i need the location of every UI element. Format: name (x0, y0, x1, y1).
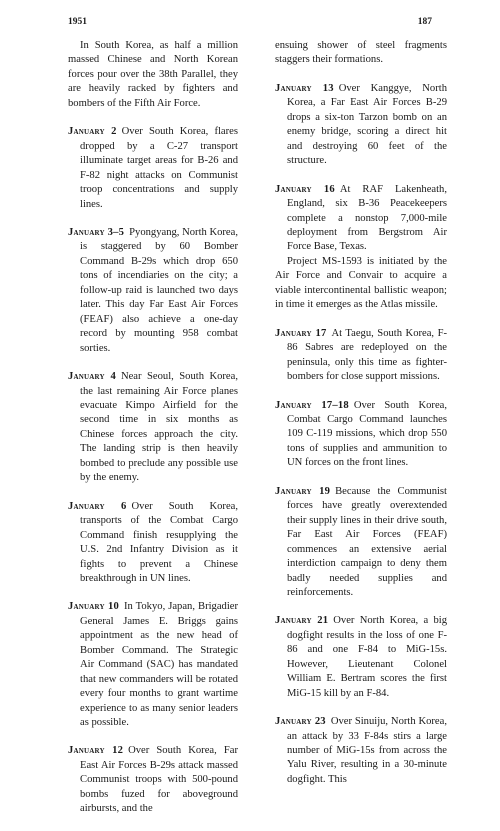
running-head (68, 17, 432, 31)
page-number: 187 (417, 17, 432, 27)
chronology-entry (68, 500, 238, 587)
entry-text: Over South Korea, transports of the Combat Cargo Command finish resupplying the U.S. 2nd Infantry Division as it fights to prevent a Chinese breakthrough in UN lines. (80, 500, 238, 584)
entry-text: In Tokyo, Japan, Brigadier General James E. Briggs gains appointment as the new head of Bomber Command. The Strategic Air Command (SAC) has mandated that new commanders will be rotated every four months to grant wartime experience to as many senior leaders as possible. (80, 601, 239, 729)
entry-text: Over North Korea, a big dogfight results in the loss of one F-86 and one F-84 to MiG-15s. However, Lieutenant Colonel William E. Bertram scores the first MiG-15 kill by an F-84. (287, 615, 447, 699)
continuation-paragraph: In South Korea, as half a million massed Chinese and North Korean forces pour over the 38th Parallel, they are heavily racked by fighters and bombers of the Fifth Air Force. (68, 40, 238, 109)
entry-text: At Taegu, South Korea, F-86 Sabres are redeployed on the peninsula, only this time as fighter-bombers for close support missions. (287, 327, 448, 383)
chronology-entry (275, 183, 447, 255)
entry-date: January 2 (68, 126, 117, 138)
entry-date: January 23 (275, 716, 326, 728)
chronology-entry (68, 125, 238, 212)
entry-text: Over Kanggye, North Korea, a Far East Air Forces B-29 drops a six-ton Tarzon bomb on an enemy bridge, scoring a direct hit and destroying 60 feet of the structure. (287, 82, 447, 167)
chronology-entry (68, 226, 238, 356)
chronology-entry (275, 82, 447, 169)
entry-text: Because the Communist forces have greatly overextended their supply lines in their drive south, Far East Air Forces (FEAF) commences an extensive aerial interdiction campaign to deny them badly needed supplies and reinforcements. (287, 485, 447, 598)
chronology-entry (275, 485, 447, 601)
entry-text: Over South Korea, flares dropped by a C-27 transport illuminate target areas for B-26 and F-82 night attacks on Communist troop concentrations and supply lines. (80, 126, 238, 210)
entry-date: January 13 (275, 82, 334, 94)
chronology-entry (275, 614, 447, 701)
entry-date: January 10 (68, 601, 119, 613)
entry-date: January 16 (275, 183, 335, 195)
chronology-entry (68, 744, 238, 816)
entry-text: Over South Korea, Far East Air Forces B-29s attack massed Communist troops with 500-pound bombs fuzed for aboveground airbursts, and the (80, 745, 238, 815)
entry-date: January 17–18 (275, 399, 349, 411)
entry-text: At RAF Lakenheath, England, six B-36 Peacekeepers complete a nonstop 7,000-mile deployment from Bergstrom Air Force Base, Texas. (287, 183, 448, 253)
entry-text: Pyongyang, North Korea, is staggered by 60 Bomber Command B-29s which drop 650 tons of incendiaries on the city; a follow-up raid is launched two days later. This day Far East Air Forces (FEAF) also achieve a one-day record by mounting 958 combat sorties. (80, 226, 238, 354)
running-head-year: 1951 (68, 17, 87, 27)
entry-date: January 6 (68, 500, 127, 512)
chronology-entry (275, 715, 447, 787)
entry-text: Near Seoul, South Korea, the last remaining Air Force planes evacuate Kimpo Airfield for the second time in six months as Chinese forces approach the city. The landing strip is then heavily bombed to preclude any possible use by the enemy. (80, 371, 238, 484)
entry-date: January 3–5 (68, 226, 125, 238)
chronology-entry (275, 399, 447, 471)
chronology-entry (68, 600, 238, 730)
entry-date: January 4 (68, 371, 116, 383)
entry-date: January 17 (275, 327, 327, 339)
entry-date: January 21 (275, 615, 329, 627)
followup-paragraph: Project MS-1593 is initiated by the Air Force and Convair to acquire a viable intercontinental ballistic weapon; in time it emerges as the Atlas missile. (275, 255, 447, 311)
chronology-entry (275, 327, 447, 385)
continuation-paragraph: ensuing shower of steel fragments staggers their formations. (275, 40, 447, 66)
left-column (68, 39, 238, 831)
entry-text: Over South Korea, Combat Cargo Command launches 109 C-119 missions, which drop 550 tons of supplies and ammunition to UN forces on the front lines. (287, 399, 447, 469)
entry-date: January 12 (68, 745, 124, 757)
entry-text: Over Sinuiju, North Korea, an attack by 33 F-84s stirs a large number of MiG-15s from across the Yalu River, resulting in a 30-minute dogfight. This (287, 716, 447, 785)
chronology-entry (68, 370, 238, 486)
right-column (275, 39, 447, 801)
entry-date: January 19 (275, 485, 331, 497)
